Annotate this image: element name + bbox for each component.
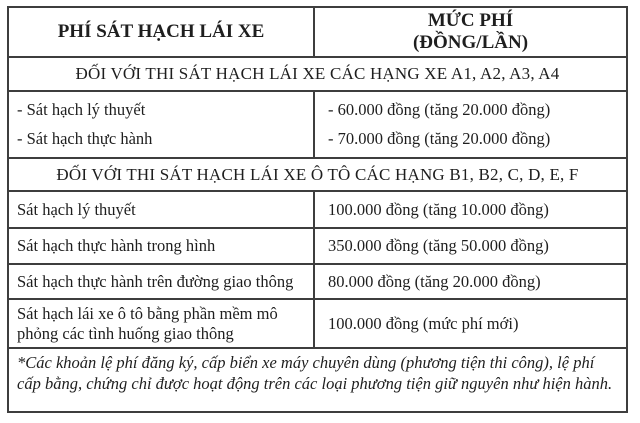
table-header-row xyxy=(9,8,626,58)
section-title-hang-a: ĐỐI VỚI THI SÁT HẠCH LÁI XE CÁC HẠNG XE A1, A2, A3, A4 xyxy=(9,58,626,92)
service-label: - Sát hạch thực hành xyxy=(17,129,153,149)
section-title-hang-b: ĐỐI VỚI THI SÁT HẠCH LÁI XE Ô TÔ CÁC HẠNG B1, B2, C, D, E, F xyxy=(9,159,626,192)
service-label: Sát hạch thực hành trên đường giao thông xyxy=(9,265,315,298)
header-cell-fee xyxy=(315,8,626,56)
table-row xyxy=(9,300,626,349)
service-label: - Sát hạch lý thuyết xyxy=(17,99,146,119)
header-cell-service: PHÍ SÁT HẠCH LÁI XE xyxy=(9,8,315,56)
header-fee-line2: (ĐỒNG/LẦN) xyxy=(412,32,529,53)
fee-table xyxy=(7,6,628,413)
service-label: Sát hạch lái xe ô tô bằng phần mềm mô phỏng các tình huống giao thông xyxy=(9,300,315,347)
service-label: Sát hạch lý thuyết xyxy=(9,192,315,227)
table-row-section-a xyxy=(9,92,626,159)
fee-value: 100.000 đồng (mức phí mới) xyxy=(328,313,519,333)
fee-value: 100.000 đồng (tăng 10.000 đồng) xyxy=(328,199,549,219)
footnote: *Các khoản lệ phí đăng ký, cấp biển xe máy chuyên dùng (phương tiện thi công), lệ phí cấp bằng, chứng chỉ được hoạt động trên các loại phương tiện giữ nguyên như hiện hành. xyxy=(17,353,613,393)
fee-value: 350.000 đồng (tăng 50.000 đồng) xyxy=(328,236,549,255)
fee-value-group xyxy=(315,92,626,157)
fee-value: - 60.000 đồng (tăng 20.000 đồng) xyxy=(328,99,551,119)
fee-value: 80.000 đồng (tăng 20.000 đồng) xyxy=(328,271,541,291)
service-label-group xyxy=(9,92,315,157)
header-fee-line1: MỨC PHÍ xyxy=(427,10,514,31)
table-row xyxy=(9,265,626,300)
table-row xyxy=(9,229,626,265)
service-label: Sát hạch thực hành trong hình xyxy=(9,229,315,263)
fee-value: - 70.000 đồng (tăng 20.000 đồng) xyxy=(328,129,551,149)
table-row xyxy=(9,192,626,229)
